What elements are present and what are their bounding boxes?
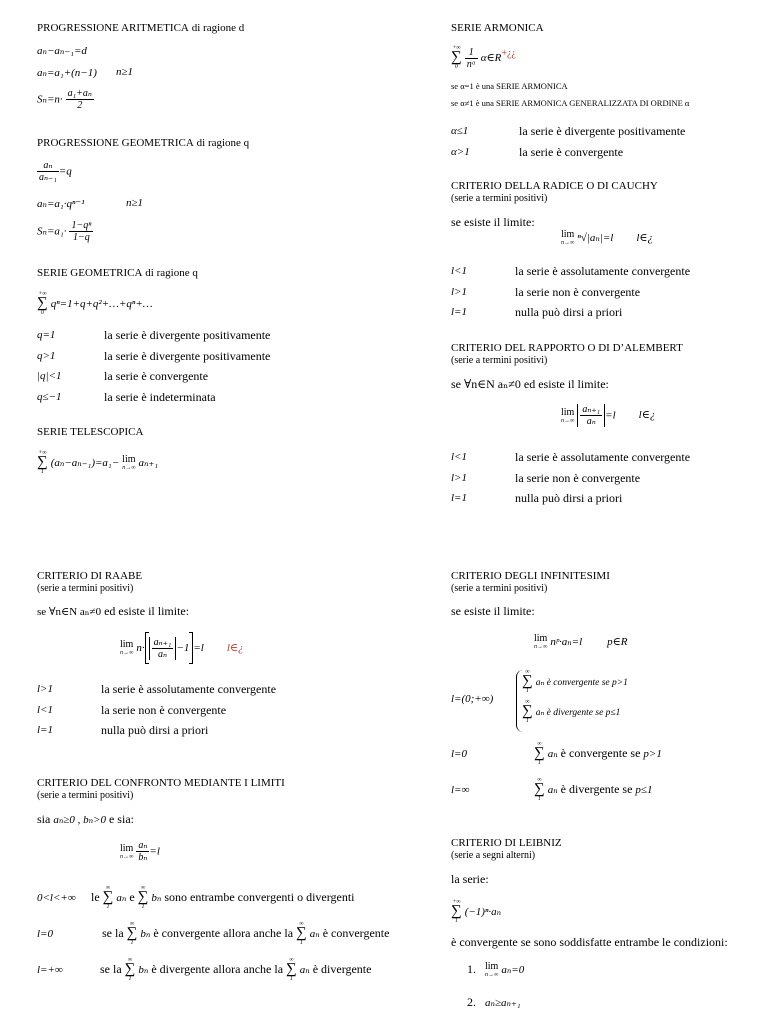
case-condition: l<1	[451, 451, 467, 463]
limit: lim n→∞	[120, 842, 134, 860]
leibniz-intro: la serie:	[451, 872, 489, 886]
sigma-icon: ∞ ∑ 1	[534, 741, 545, 766]
infinitesimi-case2-text: ∞ ∑ 1 aₙ è convergente se p>1	[534, 741, 662, 766]
case-condition: l<1	[37, 703, 53, 716]
fraction: $\frac{\text{a₁+aₙ}}{2}$	[67, 88, 92, 111]
section-progressione-aritmetica	[37, 22, 244, 34]
infinitesimi-case1-cond: l=(0;+∞)	[451, 693, 494, 705]
formula-serie-armonica: +∞ ∑ 0 $\frac{1}{\text{nᵅ}}$ α∈R+¿¿	[451, 45, 516, 70]
case-condition: l>1	[37, 683, 53, 695]
infinitesimi-case1-line1: ∞ ∑ 1 aₙ è convergente se p>1	[522, 669, 628, 694]
case-text: la serie è assolutamente convergente	[515, 450, 691, 464]
section-subtitle-radice: (serie a termini positivi)	[451, 193, 548, 204]
section-subtitle-confronto: (serie a termini positivi)	[37, 790, 134, 801]
section-title-confronto: CRITERIO DEL CONFRONTO MEDIANTE I LIMITI	[37, 777, 285, 789]
sigma-icon: ∞ ∑ 1	[286, 957, 297, 982]
fraction: $\frac{\text{aₙ₊₁}}{\text{aₙ}}$	[153, 636, 172, 660]
formula-leibniz: +∞ ∑ 1 (−1)ⁿ·aₙ	[451, 899, 502, 924]
case-condition: l=1	[37, 724, 53, 736]
formula-geometrica-condizione: n≥1	[126, 197, 144, 209]
formula-aritmetica-differenza: aₙ−aₙ₋₁=d	[37, 45, 87, 57]
case-text: la serie è assolutamente convergente	[515, 264, 691, 278]
armonica-note-1: se α=1 è una SERIE ARMONICA	[451, 81, 568, 91]
section-title-leibniz: CRITERIO DI LEIBNIZ	[451, 837, 562, 849]
case-text: la serie non è convergente	[515, 284, 641, 299]
fraction: $\frac{1}{\text{nᵅ}}$	[466, 46, 476, 70]
case-text: la serie è indeterminata	[104, 389, 216, 404]
case-text: nulla può dirsi a priori	[515, 305, 623, 319]
confronto-case3-text: se la ∞ ∑ 1 bₙ è divergente allora anche la ∞ ∑ 1 aₙ è divergente	[100, 957, 372, 982]
section-title-rapporto: CRITERIO DEL RAPPORTO O DI D’ALEMBERT	[451, 342, 683, 354]
case-text: la serie non è convergente	[515, 470, 641, 485]
leibniz-text: è convergente se sono soddisfatte entrambe le condizioni:	[451, 935, 728, 949]
formula-aritmetica-condizione: n≥1	[116, 66, 134, 78]
raabe-limit-formula: lim n→∞ n· $\frac{\text{aₙ₊₁}}{\text{aₙ}}$ −1 =l l∈¿	[120, 632, 244, 664]
limit: lim n→∞	[122, 454, 136, 472]
sigma-icon: +∞ ∑ 0	[37, 291, 48, 316]
armonica-note-2: se α≠1 è una SERIE ARMONICA GENERALIZZATA DI ORDINE α	[451, 98, 690, 108]
confronto-case2-text: se la ∞ ∑ 1 bₙ è convergente allora anche la ∞ ∑ 1 aₙ è convergente	[102, 921, 390, 946]
infinitesimi-limit-formula: lim n→∞ nᵖ·aₙ=l p∈R	[534, 633, 628, 651]
sigma-icon: +∞ ∑ 0	[451, 45, 462, 70]
sigma-icon: ∞ ∑ 1	[534, 777, 545, 802]
section-subtitle-raabe: (serie a termini positivi)	[37, 583, 134, 594]
sigma-icon: +∞ ∑ 1	[37, 450, 48, 475]
case-condition: l<1	[451, 265, 467, 277]
sigma-icon: ∞ ∑ 1	[126, 921, 138, 946]
sigma-icon: ∞ ∑ 1	[296, 921, 307, 946]
formula-serie-geometrica: +∞ ∑ 0 qⁿ=1+q+q²+…+qⁿ+…	[37, 291, 153, 316]
section-subtitle-leibniz: (serie a segni alterni)	[451, 850, 536, 861]
case-condition: q>1	[37, 349, 56, 362]
section-subtitle-infinitesimi: (serie a termini positivi)	[451, 583, 548, 594]
rapporto-limit-formula: lim n→∞ $\frac{\text{aₙ₊₁}}{\text{aₙ}}$ =l l∈¿	[561, 404, 656, 427]
infinitesimi-case1-line2: ∞ ∑ 1 aₙ è divergente se p≤1	[522, 699, 621, 724]
leibniz-condition-2: 2. aₙ≥aₙ₊₁	[467, 995, 521, 1009]
case-text: la serie è divergente positivamente	[104, 328, 271, 342]
case-condition: l=1	[451, 306, 467, 318]
infinitesimi-case2-cond: l=0	[451, 748, 467, 760]
limit: lim n→∞	[561, 229, 575, 247]
fraction: $\frac{\text{1−qⁿ}}{1-q}$	[71, 220, 92, 243]
confronto-case2-cond: l=0	[37, 928, 53, 940]
section-title-infinitesimi: CRITERIO DEGLI INFINITESIMI	[451, 570, 610, 582]
section-title: PROGRESSIONE ARITMETICA di ragione d	[37, 22, 245, 34]
section-title-progressione-geometrica: PROGRESSIONE GEOMETRICA di ragione q	[37, 137, 250, 149]
infinitesimi-case3-cond: l=∞	[451, 784, 470, 796]
confronto-case1-cond: 0<l<+∞	[37, 892, 76, 904]
sigma-icon: ∞ ∑ 1	[102, 885, 114, 910]
case-text: la serie è divergente positivamente	[104, 348, 271, 363]
case-condition: |q|<1	[37, 370, 62, 382]
fraction: $\frac{\text{aₙ}}{\text{bₙ}}$	[138, 840, 148, 863]
case-condition: l>1	[451, 471, 467, 484]
radice-intro: se esiste il limite:	[451, 215, 535, 229]
case-text: la serie è assolutamente convergente	[101, 682, 277, 696]
infinitesimi-intro: se esiste il limite:	[451, 604, 535, 618]
fraction: $\frac{\text{aₙ₊₁}}{\text{aₙ}}$	[582, 404, 601, 427]
radice-limit-formula: lim n→∞ ⁿ√|aₙ|=l l∈¿	[561, 229, 654, 247]
formula-geometrica-somma: Sₙ=a₁· $\frac{\text{1−qⁿ}}{1-q}$	[37, 220, 92, 243]
case-condition: l=1	[451, 492, 467, 504]
section-subtitle-rapporto: (serie a termini positivi)	[451, 355, 548, 366]
formula-aritmetica-termine: aₙ=a₁+(n−1)	[37, 67, 97, 79]
confronto-case1-text: le ∞ ∑ 1 aₙ e ∞ ∑ 1 bₙ sono entrambe convergenti o divergenti	[91, 885, 355, 910]
section-title-serie-armonica: SERIE ARMONICA	[451, 22, 544, 34]
limit: lim n→∞	[120, 639, 134, 656]
case-condition: l>1	[451, 285, 467, 298]
case-text: nulla può dirsi a priori	[101, 723, 209, 737]
fraction: $\frac{\text{aₙ}}{\text{aₙ₋₁}}$	[39, 160, 57, 183]
confronto-case3-cond: l=+∞	[37, 964, 63, 976]
formula-aritmetica-somma: Sₙ=n· $\frac{\text{a₁+aₙ}}{2}$	[37, 88, 92, 111]
sigma-icon: ∞ ∑ 1	[522, 669, 533, 694]
raabe-intro: se ∀n∈N aₙ≠0 ed esiste il limite:	[37, 604, 190, 618]
limit: lim n→∞	[485, 961, 499, 979]
case-condition: α>1	[451, 145, 470, 158]
case-text: la serie è divergente positivamente	[519, 124, 686, 138]
formula-serie-telescopica: +∞ ∑ 1 (aₙ−aₙ₋₁)=a₁− lim n→∞ aₙ₊₁	[37, 450, 159, 475]
formula-geometrica-ragione: $\frac{\text{aₙ}}{\text{aₙ₋₁}}$ =q	[39, 160, 72, 183]
sigma-icon: +∞ ∑ 1	[451, 899, 462, 924]
section-title-serie-geometrica: SERIE GEOMETRICA di ragione q	[37, 267, 198, 279]
sigma-icon: ∞ ∑ 1	[137, 885, 149, 910]
case-condition: q=1	[37, 329, 56, 341]
rapporto-intro: se ∀n∈N aₙ≠0 ed esiste il limite:	[451, 377, 609, 391]
limit: lim n→∞	[534, 633, 548, 651]
case-text: la serie non è convergente	[101, 702, 227, 717]
section-title-raabe: CRITERIO DI RAABE	[37, 570, 143, 582]
section-title-serie-telescopica: SERIE TELESCOPICA	[37, 426, 144, 438]
leibniz-condition-1: 1. lim n→∞ aₙ=0	[467, 961, 525, 979]
infinitesimi-case3-text: ∞ ∑ 1 aₙ è divergente se p≤1	[534, 777, 653, 802]
confronto-intro: sia aₙ≥0 , bₙ>0 e sia:	[37, 812, 134, 826]
section-title-radice: CRITERIO DELLA RADICE O DI CAUCHY	[451, 180, 658, 192]
case-text: la serie è convergente	[104, 369, 209, 383]
sigma-icon: ∞ ∑ 1	[124, 957, 136, 982]
case-text: la serie è convergente	[519, 144, 624, 159]
case-condition: q≤−1	[37, 390, 62, 403]
confronto-limit-formula: lim n→∞ $\frac{\text{aₙ}}{\text{bₙ}}$ =l	[120, 840, 160, 863]
case-condition: α≤1	[451, 125, 469, 137]
case-text: nulla può dirsi a priori	[515, 491, 623, 505]
sigma-icon: ∞ ∑ 1	[522, 699, 533, 724]
formula-geometrica-termine: aₙ=a₁·qⁿ⁻¹	[37, 198, 85, 210]
limit: lim n→∞	[561, 406, 575, 424]
